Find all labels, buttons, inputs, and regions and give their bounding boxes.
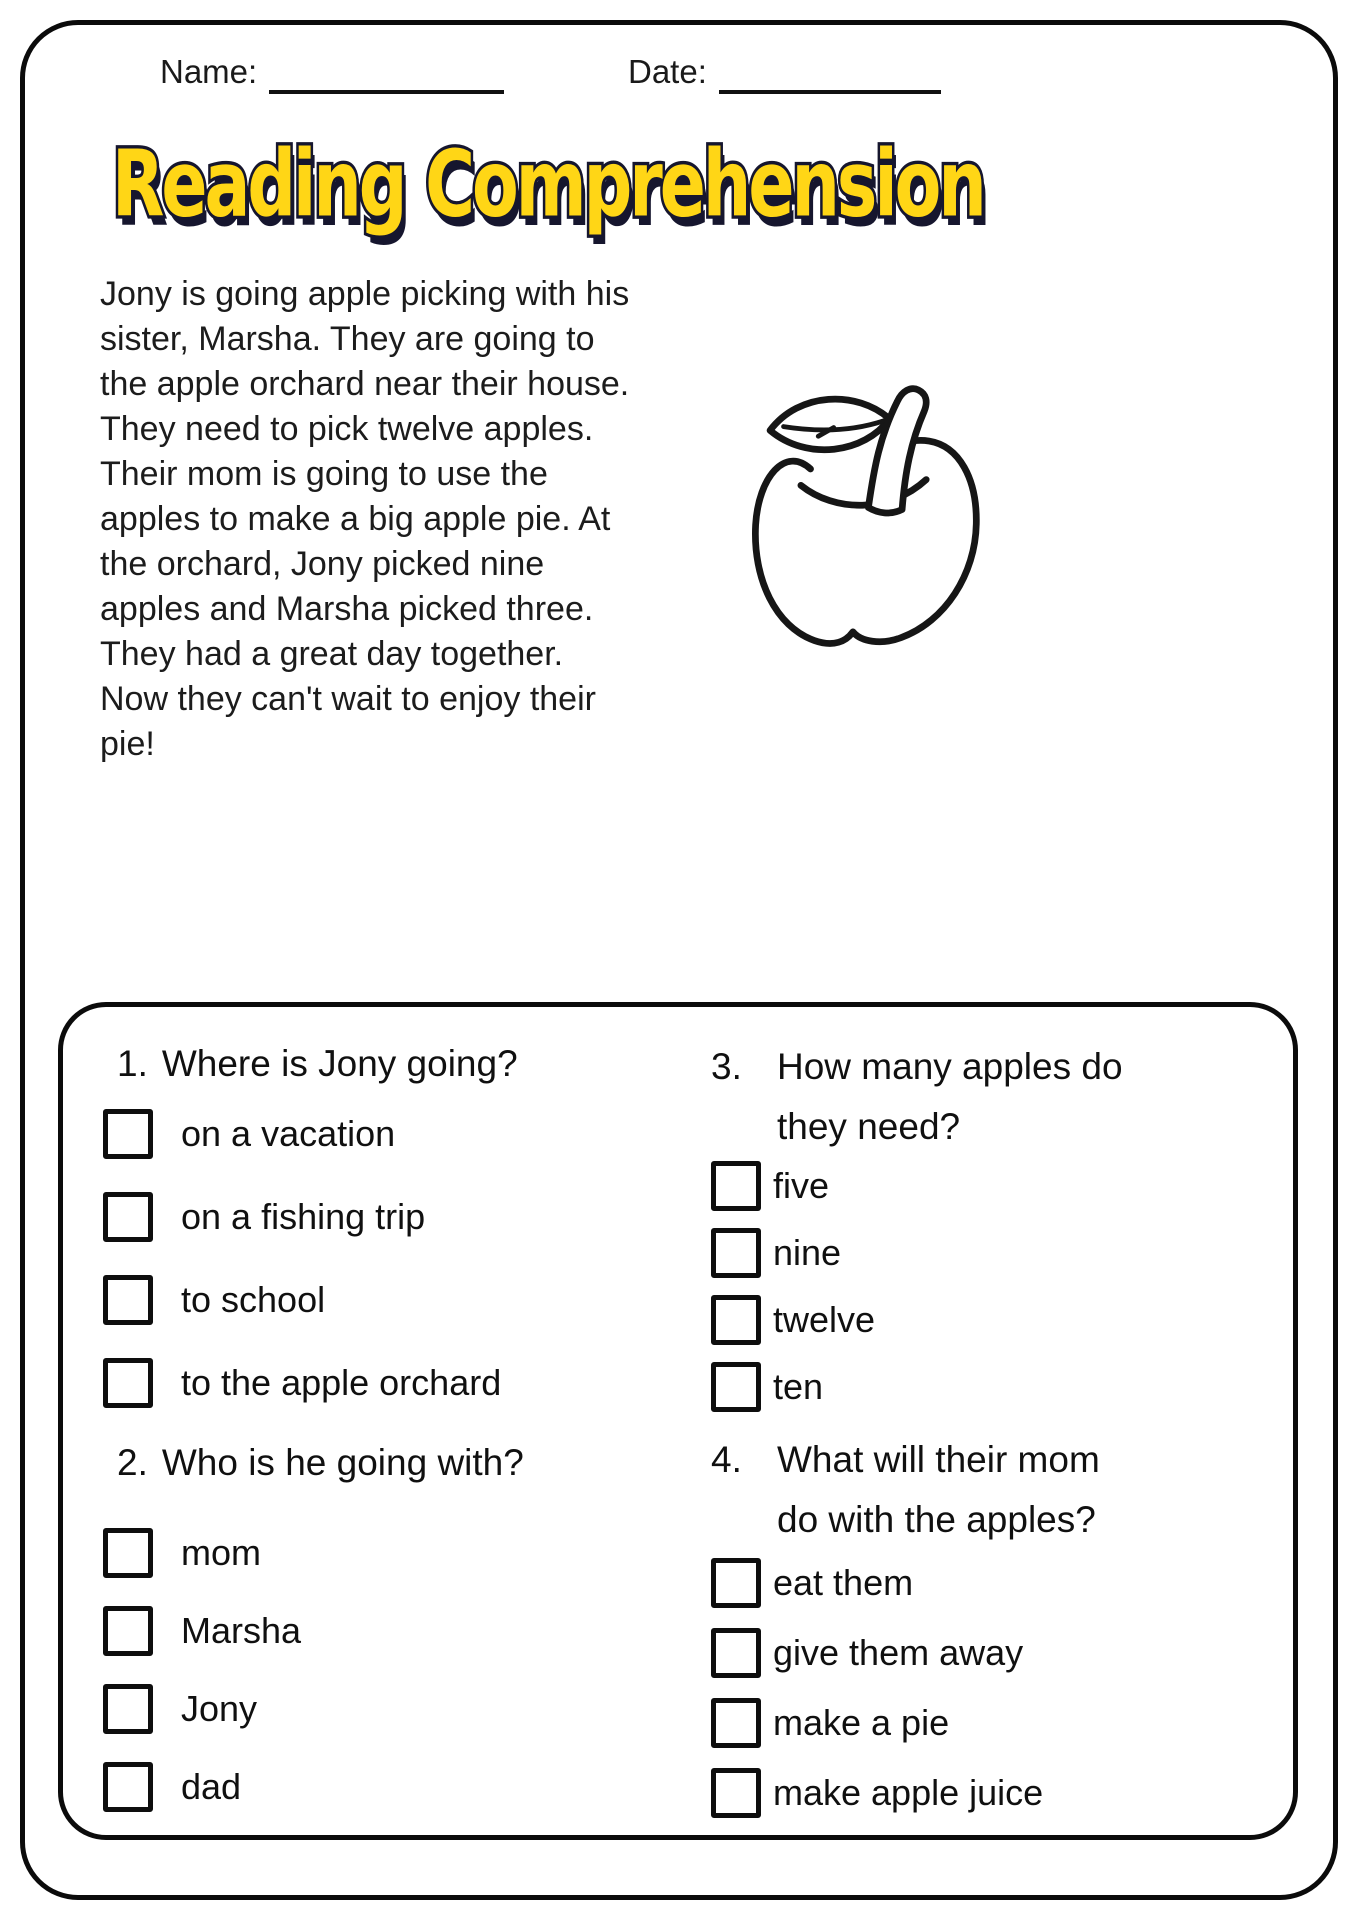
option-label: mom: [181, 1532, 261, 1573]
questions-column-left: [103, 1007, 683, 1812]
page-title: Reading Comprehension: [112, 132, 984, 239]
question-2-heading: [117, 1440, 683, 1486]
passage-line: the apple orchard near their house.: [100, 365, 630, 403]
passage-line: They need to pick twelve apples.: [100, 410, 594, 448]
checkbox-q1-option-2[interactable]: [103, 1192, 153, 1242]
option-label: on a fishing trip: [181, 1196, 426, 1237]
option-label: to school: [181, 1279, 326, 1320]
question-text: What will their mom: [777, 1439, 1100, 1480]
question-3-heading: [711, 1037, 1286, 1157]
answer-option: [711, 1628, 1286, 1678]
option-label: five: [773, 1165, 830, 1206]
question-text: they need?: [777, 1106, 961, 1147]
checkbox-q3-option-2[interactable]: [711, 1228, 761, 1278]
passage-line: Their mom is going to use the: [100, 455, 548, 493]
answer-option: [711, 1228, 1286, 1278]
question-text: How many apples do: [777, 1046, 1123, 1087]
reading-passage: [100, 272, 750, 767]
apple-outline-icon: [742, 336, 1014, 654]
answer-option: [711, 1362, 1286, 1412]
option-label: on a vacation: [181, 1113, 396, 1154]
checkbox-q3-option-1[interactable]: [711, 1161, 761, 1211]
option-label: give them away: [773, 1632, 1024, 1673]
passage-line: Jony is going apple picking with his: [100, 275, 630, 313]
passage-line: apples and Marsha picked three.: [100, 590, 594, 628]
name-label: Name:: [160, 53, 258, 90]
question-number: 3.: [711, 1046, 742, 1087]
answer-option: [711, 1768, 1286, 1818]
passage-line: sister, Marsha. They are going to: [100, 320, 595, 358]
option-label: eat them: [773, 1562, 914, 1603]
checkbox-q2-option-3[interactable]: [103, 1684, 153, 1734]
checkbox-q4-option-3[interactable]: [711, 1698, 761, 1748]
answer-option: [103, 1275, 683, 1325]
option-label: twelve: [773, 1299, 876, 1340]
question-text: Who is he going with?: [161, 1442, 524, 1483]
checkbox-q2-option-4[interactable]: [103, 1762, 153, 1812]
checkbox-q4-option-4[interactable]: [711, 1768, 761, 1818]
question-1-heading: [117, 1041, 683, 1087]
passage-line: Now they can't wait to enjoy their: [100, 680, 596, 718]
answer-option: [103, 1109, 683, 1159]
question-text: Where is Jony going?: [161, 1043, 518, 1084]
checkbox-q4-option-1[interactable]: [711, 1558, 761, 1608]
checkbox-q2-option-1[interactable]: [103, 1528, 153, 1578]
checkbox-q3-option-3[interactable]: [711, 1295, 761, 1345]
answer-option: [711, 1295, 1286, 1345]
option-label: nine: [773, 1232, 842, 1273]
date-label: Date:: [628, 53, 707, 90]
questions-box: [58, 1002, 1298, 1840]
answer-option: [103, 1684, 683, 1734]
option-label: make a pie: [773, 1702, 950, 1743]
option-label: ten: [773, 1366, 824, 1407]
date-field: [628, 50, 941, 94]
questions-column-right: [711, 1007, 1286, 1818]
answer-option: [103, 1358, 683, 1408]
option-label: Jony: [181, 1688, 258, 1729]
question-text: do with the apples?: [777, 1499, 1096, 1540]
checkbox-q1-option-1[interactable]: [103, 1109, 153, 1159]
option-label: Marsha: [181, 1610, 302, 1651]
checkbox-q3-option-4[interactable]: [711, 1362, 761, 1412]
name-field: [160, 50, 504, 94]
answer-option: [103, 1606, 683, 1656]
passage-line: They had a great day together.: [100, 635, 564, 673]
name-input-line[interactable]: [269, 50, 504, 94]
answer-option: [103, 1762, 683, 1812]
checkbox-q2-option-2[interactable]: [103, 1606, 153, 1656]
checkbox-q1-option-4[interactable]: [103, 1358, 153, 1408]
question-number: 1.: [117, 1043, 148, 1084]
option-label: dad: [181, 1766, 242, 1807]
question-number: 2.: [117, 1442, 148, 1483]
option-label: to the apple orchard: [181, 1362, 502, 1403]
passage-line: the orchard, Jony picked nine: [100, 545, 545, 583]
answer-option: [103, 1528, 683, 1578]
option-label: make apple juice: [773, 1772, 1044, 1813]
question-4-heading: [711, 1430, 1286, 1550]
checkbox-q4-option-2[interactable]: [711, 1628, 761, 1678]
passage-line: pie!: [100, 725, 155, 763]
date-input-line[interactable]: [719, 50, 941, 94]
answer-option: [103, 1192, 683, 1242]
answer-option: [711, 1161, 1286, 1211]
answer-option: [711, 1698, 1286, 1748]
checkbox-q1-option-3[interactable]: [103, 1275, 153, 1325]
answer-option: [711, 1558, 1286, 1608]
question-number: 4.: [711, 1439, 742, 1480]
passage-line: apples to make a big apple pie. At: [100, 500, 611, 538]
